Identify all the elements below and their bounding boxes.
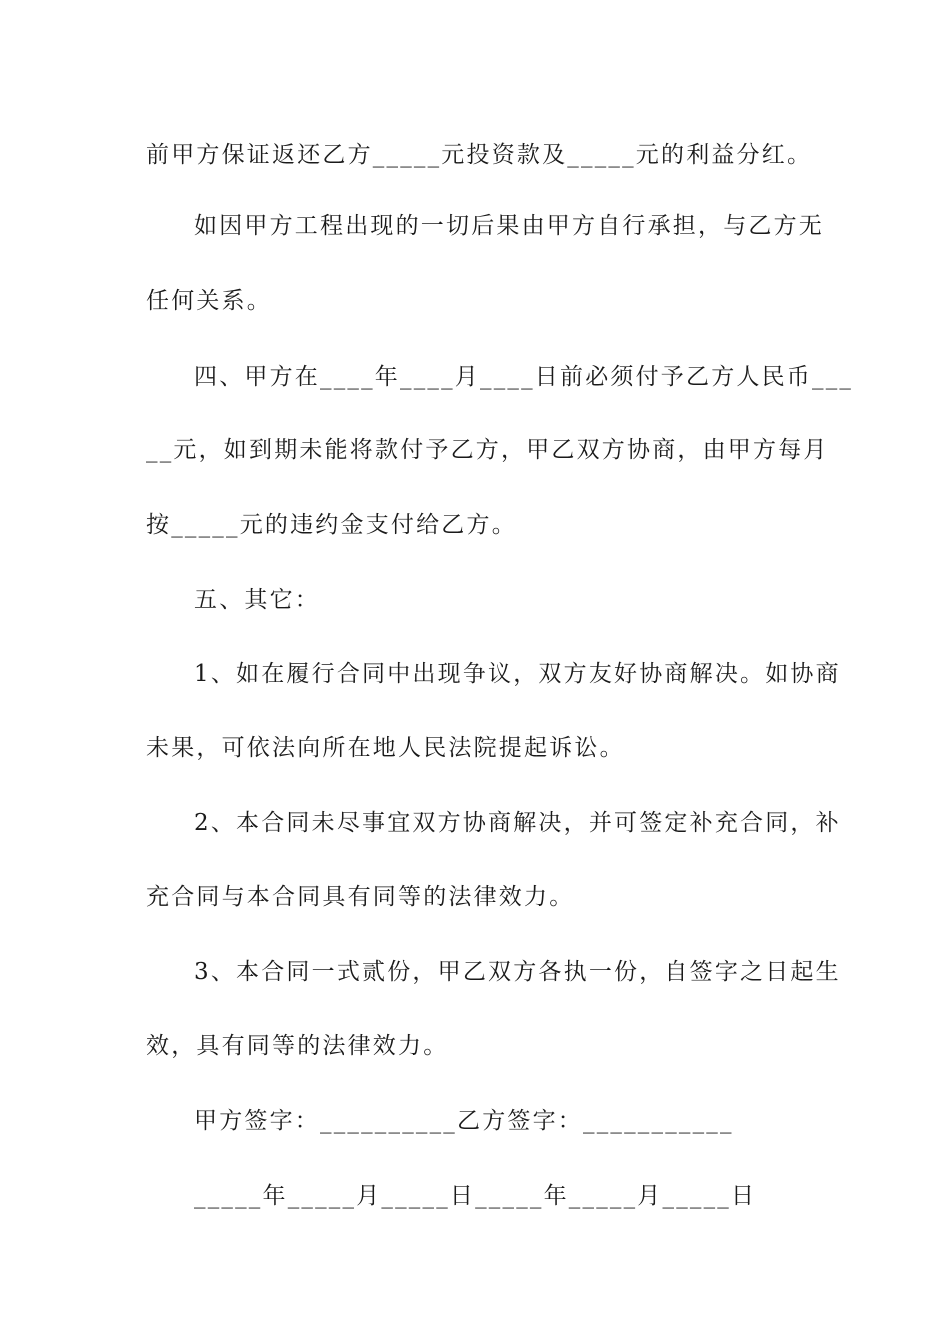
item-one-line-2: 未果，可依法向所在地人民法院提起诉讼。 (146, 735, 625, 761)
clause-five-heading: 五、其它： (194, 587, 320, 613)
item-one-line-1: 1、如在履行合同中出现争议，双方友好协商解决。如协商 (194, 661, 841, 687)
signature-line: 甲方签字：__________乙方签字：___________ (194, 1108, 734, 1134)
clause-four-line-2: __元，如到期未能将款付予乙方，甲乙双方协商，由甲方每月 (146, 437, 829, 463)
clause-four-line-1: 四、甲方在____年____月____日前必须付予乙方人民币___ (194, 364, 854, 390)
item-two-line-2: 充合同与本合同具有同等的法律效力。 (146, 884, 575, 910)
clause-four-line-3: 按_____元的违约金支付给乙方。 (146, 512, 517, 538)
item-three-line-2: 效，具有同等的法律效力。 (146, 1033, 449, 1059)
date-line: _____年_____月_____日_____年_____月_____日 (194, 1183, 757, 1209)
item-two-line-1: 2、本合同未尽事宜双方协商解决，并可签定补充合同，补 (194, 810, 841, 836)
item-three-line-1: 3、本合同一式贰份，甲乙双方各执一份，自签字之日起生 (194, 959, 841, 985)
paragraph-line-2: 如因甲方工程出现的一切后果由甲方自行承担，与乙方无 (194, 213, 824, 239)
paragraph-line-1: 前甲方保证返还乙方_____元投资款及_____元的利益分红。 (146, 142, 813, 168)
paragraph-line-3: 任何关系。 (146, 288, 272, 314)
